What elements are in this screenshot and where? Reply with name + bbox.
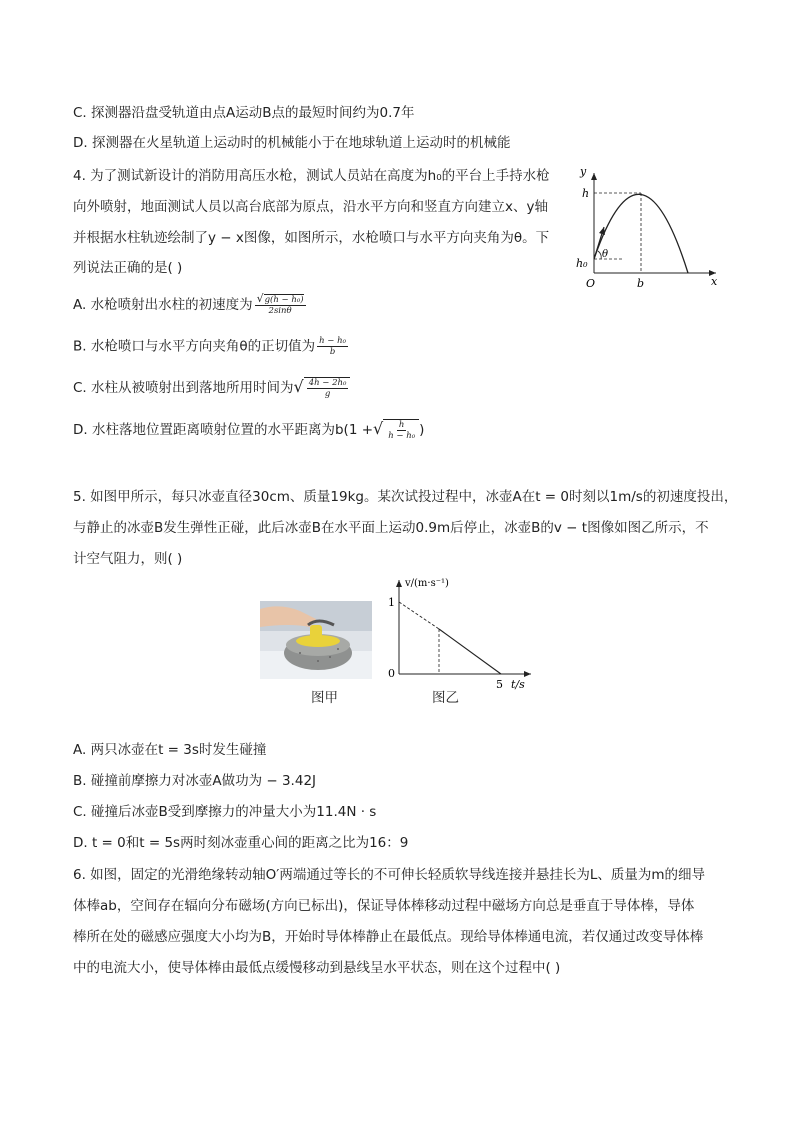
q4-stem-line-4: 列说法正确的是( )	[73, 260, 183, 276]
q4-graph-h0-label: h₀	[576, 257, 588, 270]
q4-graph-theta-label: θ	[602, 249, 609, 260]
q5-stem-line-2: 与静止的冰壶B发生弹性正碰，此后冰壶B在水平面上运动0.9m后停止，冰壶B的v − t图像如图乙所示，不	[73, 520, 709, 536]
q6-stem-line-1: 6. 如图，固定的光滑绝缘转动轴O′两端通过等长的不可伸长轻质软导线连接并悬挂长为L、质量为m的细导	[73, 867, 706, 883]
q4-option-c-text: C. 水柱从被喷射出到落地所用时间为	[73, 380, 294, 396]
q5-stem-line-1: 5. 如图甲所示，每只冰壶直径30cm、质量19kg。某次试投过程中，冰壶A在t = 0时刻以1m/s的初速度投出，	[73, 489, 738, 505]
q4-option-a-numerator: √ g(h − h₀)	[256, 292, 304, 305]
q4-option-a-fraction	[255, 294, 306, 316]
q6-stem-line-3: 棒所在处的磁感应强度大小均为B，开始时导体棒静止在最低点。现给导体棒通电流，若仅通过改变导体棒	[73, 929, 704, 945]
q5-vt-y-tick: 1	[388, 596, 395, 609]
q5-option-b: B. 碰撞前摩擦力对冰壶A做功为 − 3.42J	[73, 773, 317, 789]
q5-fig-a-caption: 图甲	[311, 690, 338, 706]
q5-vt-x-tick: 5	[496, 678, 503, 691]
q5-option-d: D. t = 0和t = 5s两时刻冰壶重心间的距离之比为16：9	[73, 835, 409, 851]
q4-option-d-numerator: h	[398, 420, 405, 430]
q4-option-d-sqrt: √ $\frac{h}{\text{h − h₀}}$	[373, 419, 419, 441]
q4-option-d	[73, 419, 424, 441]
q5-fig-b-caption: 图乙	[432, 690, 459, 706]
q4-option-a-text: A. 水枪喷射出水柱的初速度为	[73, 297, 253, 313]
q4-graph-h-label: h	[582, 187, 590, 200]
q4-graph-origin: O	[586, 277, 596, 290]
q4-option-d-text: D. 水柱落地位置距离喷射位置的水平距离为b(1 +	[73, 422, 374, 438]
q4-stem-line-3: 并根据水柱轨迹绘制了y − x图像，如图所示，水枪喷口与水平方向夹角为θ。下	[73, 230, 550, 246]
q4-option-a-denominator: 2sinθ	[268, 306, 292, 316]
q4-graph-y-label: y	[580, 165, 587, 178]
q4-option-c	[73, 377, 350, 399]
q5-curling-photo	[260, 601, 372, 679]
q4-stem-line-1: 4. 为了测试新设计的消防用高压水枪，测试人员站在高度为h₀的平台上手持水枪	[73, 168, 550, 184]
q4-option-d-suffix: )	[419, 422, 425, 438]
q4-stem-line-2: 向外喷射，地面测试人员以高台底部为原点，沿水平方向和竖直方向建立x、y轴	[73, 199, 548, 215]
q3-option-c: C. 探测器沿盘受轨道由点A运动B点的最短时间约为0.7年	[73, 105, 415, 121]
q4-option-b	[73, 336, 350, 357]
q4-option-b-fraction	[317, 336, 348, 357]
q5-option-c: C. 碰撞后冰壶B受到摩擦力的冲量大小为11.4N · s	[73, 804, 377, 820]
q6-stem-line-4: 中的电流大小，使导体棒由最低点缓慢移动到悬线呈水平状态，则在这个过程中( )	[73, 960, 561, 976]
q5-vt-y-label: v/(m·s⁻¹)	[405, 578, 449, 589]
q4-option-a	[73, 294, 308, 316]
q4-option-c-denominator: g	[324, 389, 331, 399]
q4-option-c-sqrt: √ $\frac{\text{4h − 2h₀}}{g}$	[294, 377, 351, 399]
q4-option-b-text: B. 水枪喷口与水平方向夹角θ的正切值为	[73, 338, 316, 355]
q5-option-a: A. 两只冰壶在t = 3s时发生碰撞	[73, 742, 267, 758]
q5-stem-line-3: 计空气阻力，则( )	[73, 551, 183, 567]
q4-graph-b-label: b	[637, 277, 645, 290]
q5-vt-x-label: t/s	[511, 678, 525, 691]
q5-vt-origin: 0	[388, 667, 395, 680]
q4-option-b-numerator: h − h₀	[319, 336, 346, 346]
q4-trajectory-graph	[568, 163, 728, 293]
q6-stem-line-2: 体棒ab，空间存在辐向分布磁场(方向已标出)，保证导体棒移动过程中磁场方向总是垂直于导体棒，导体	[73, 898, 695, 914]
q4-option-c-numerator: 4h − 2h₀	[308, 378, 347, 388]
q4-graph-x-label: x	[711, 275, 718, 288]
q5-vt-graph	[383, 574, 543, 694]
q4-option-b-denominator: b	[329, 347, 336, 357]
q4-option-d-denominator: h − h₀	[388, 431, 416, 441]
q3-option-d: D. 探测器在火星轨道上运动时的机械能小于在地球轨道上运动时的机械能	[73, 135, 511, 151]
